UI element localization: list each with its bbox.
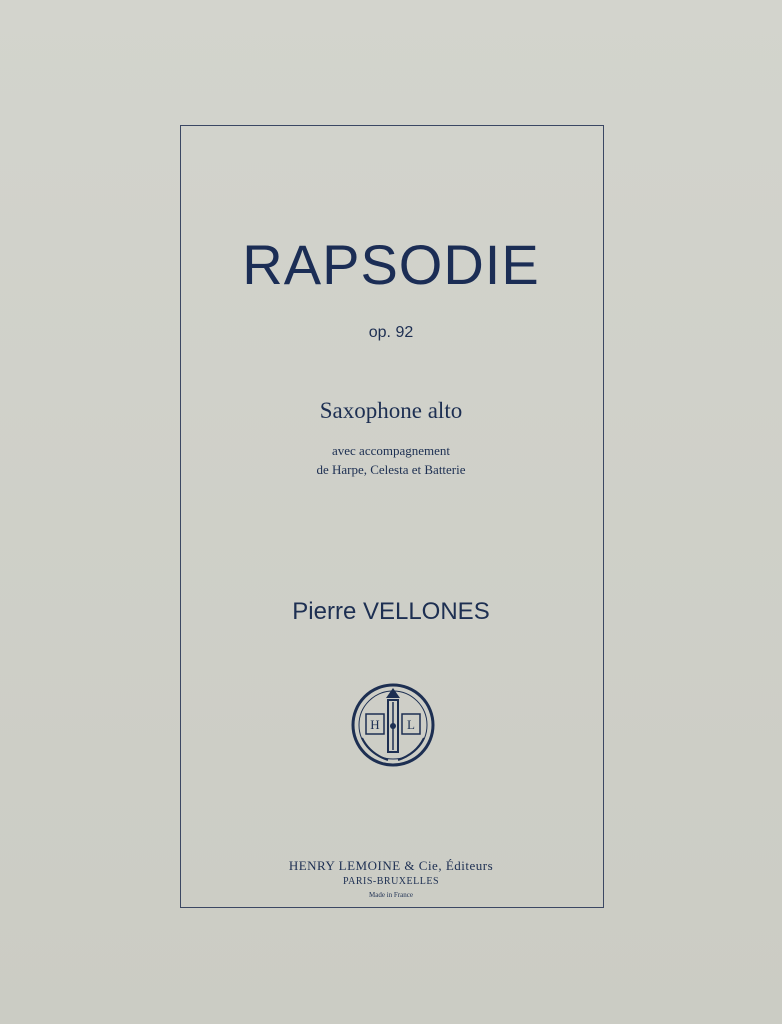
instrument: Saxophone alto: [319, 398, 463, 423]
svg-text:L: L: [407, 717, 415, 732]
publisher-cities: PARIS-BRUXELLES: [342, 876, 440, 887]
publisher-name: HENRY LEMOINE & Cie, Éditeurs: [288, 858, 494, 873]
work-title: RAPSODIE: [242, 233, 540, 296]
publisher-monogram-emblem-icon: [348, 680, 438, 770]
accompaniment-line-1: avec accompagnement: [331, 443, 450, 458]
svg-text:H: H: [370, 717, 380, 732]
accompaniment-line-2: de Harpe, Celesta et Batterie: [316, 462, 466, 477]
made-in-label: Made in France: [369, 891, 413, 899]
composer-name: Pierre VELLONES: [292, 598, 490, 625]
opus-number: op. 92: [368, 324, 414, 341]
